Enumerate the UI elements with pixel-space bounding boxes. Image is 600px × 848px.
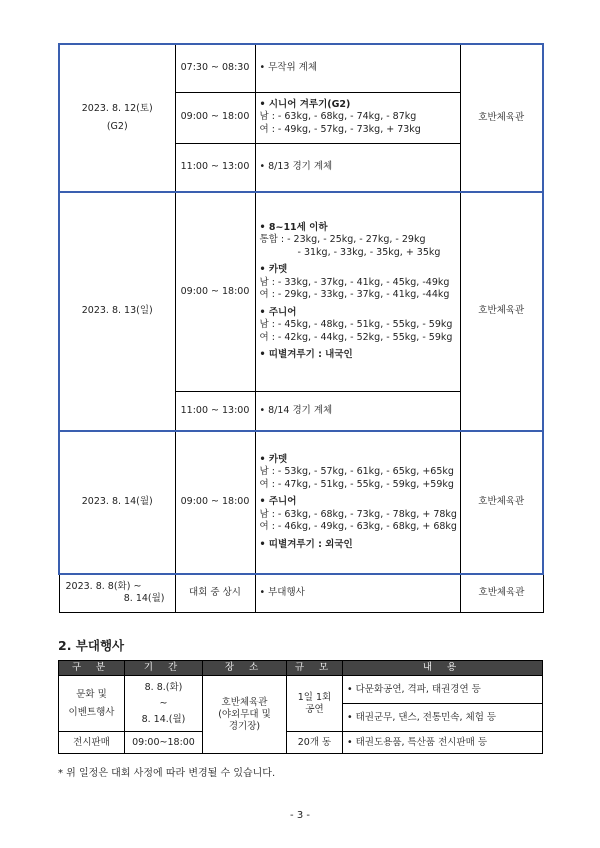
table-row [59, 732, 543, 754]
category-text: 문화 및 [76, 688, 107, 700]
weight-line: 남 : - 63kg, - 68kg, - 73kg, - 78kg, + 78kg [259, 508, 457, 520]
schedule-table [58, 43, 544, 613]
place-text: (야외무대 및 [218, 708, 271, 720]
weight-line: 남 : - 63kg, - 68kg, - 74kg, - 87kg [259, 111, 417, 123]
weight-line: 남 : - 53kg, - 57kg, - 61kg, - 65kg, +65kg [259, 466, 454, 478]
table-header-row [59, 661, 543, 676]
column-header: 구 분 [59, 661, 125, 676]
weight-line: 여 : - 29kg, - 33kg, - 37kg, - 41kg, -44kg [259, 289, 450, 301]
table-row [59, 44, 543, 92]
event-heading: • 띠별겨루기 : 내국인 [259, 349, 353, 361]
grade-tag: (G2) [106, 121, 128, 132]
period-text: ~ [159, 697, 168, 709]
table-row [59, 574, 543, 612]
table-row [59, 676, 543, 704]
event-heading: • 카뎃 [259, 264, 288, 276]
time-cell: 11:00 ~ 13:00 [175, 391, 255, 431]
weight-line: 통합 : - 23kg, - 25kg, - 27kg, - 29kg [259, 234, 426, 246]
date-cell: 2023. 8. 14(월) [59, 431, 175, 574]
period-text: 8. 8.(화) [144, 681, 183, 693]
date-cell [59, 44, 175, 192]
column-header: 기 간 [125, 661, 203, 676]
venue-cell: 호반체육관 [460, 574, 543, 612]
weight-line: 여 : - 46kg, - 49kg, - 63kg, - 68kg, + 68kg [259, 521, 457, 533]
weight-line: 남 : - 45kg, - 48kg, - 51kg, - 55kg, - 59kg [259, 319, 453, 331]
content-cell: • 태권도용품, 특산품 전시판매 등 [343, 732, 543, 754]
weight-line: 여 : - 47kg, - 51kg, - 55kg, - 59kg, +59kg [259, 478, 454, 490]
period-text: 8. 14.(월) [141, 713, 186, 725]
column-header: 규 모 [287, 661, 343, 676]
venue-cell: 호반체육관 [460, 431, 543, 574]
category-cell [59, 676, 125, 732]
column-header: 장 소 [203, 661, 287, 676]
column-header: 내 용 [343, 661, 543, 676]
event-heading: • 주니어 [259, 496, 297, 508]
period-cell: 09:00~18:00 [125, 732, 203, 754]
time-cell: 09:00 ~ 18:00 [175, 192, 255, 391]
event-heading: • 8~11세 이하 [259, 221, 328, 233]
footnote: * 위 일정은 대회 사정에 따라 변경될 수 있습니다. [58, 768, 276, 779]
event-heading: • 주니어 [259, 306, 297, 318]
venue-cell: 호반체육관 [460, 44, 543, 192]
weight-line: - 31kg, - 33kg, - 35kg, + 35kg [297, 246, 441, 258]
time-cell: 09:00 ~ 18:00 [175, 92, 255, 143]
date-text: 2023. 8. 12(토) [81, 102, 153, 114]
event-cell [255, 192, 460, 391]
table-row [59, 192, 543, 391]
weight-line: 여 : - 42kg, - 44kg, - 52kg, - 55kg, - 59kg [259, 331, 453, 343]
event-cell: • 무작위 계체 [255, 44, 460, 92]
scale-cell: 20개 동 [287, 732, 343, 754]
venue-cell: 호반체육관 [460, 192, 543, 431]
scale-cell [287, 676, 343, 732]
date-cell: 2023. 8. 13(일) [59, 192, 175, 431]
event-cell: • 8/14 경기 계체 [255, 391, 460, 431]
scale-text: 1일 1회 [297, 691, 332, 703]
table-row [59, 431, 543, 574]
time-cell: 11:00 ~ 13:00 [175, 143, 255, 192]
period-cell [125, 676, 203, 732]
date-text: 8. 14(월) [123, 593, 165, 605]
time-cell: 09:00 ~ 18:00 [175, 431, 255, 574]
section-title: 2. 부대행사 [58, 638, 125, 653]
event-heading: • 시니어 겨루기(G2) [259, 98, 351, 110]
weight-line: 남 : - 33kg, - 37kg, - 41kg, - 45kg, -49kg [259, 276, 450, 288]
place-cell [203, 676, 287, 754]
category-cell: 전시판매 [59, 732, 125, 754]
place-text: 호반체육관 [221, 696, 268, 708]
event-cell [255, 431, 460, 574]
place-text: 경기장) [228, 720, 261, 732]
event-heading: • 카뎃 [259, 453, 288, 465]
event-cell: • 8/13 경기 계체 [255, 143, 460, 192]
side-events-table [58, 660, 543, 754]
date-cell [59, 574, 175, 612]
event-heading: • 띠별겨루기 : 외국인 [259, 538, 353, 550]
category-text: 이벤트행사 [68, 706, 115, 718]
time-cell: 07:30 ~ 08:30 [175, 44, 255, 92]
scale-text: 공연 [305, 703, 324, 715]
date-text: 2023. 8. 8(화) ~ [65, 580, 142, 592]
event-cell: • 부대행사 [255, 574, 460, 612]
content-cell: • 다문화공연, 격파, 태권경연 등 [343, 676, 543, 704]
page-number: - 3 - [290, 810, 310, 821]
content-cell: • 태권군무, 댄스, 전통민속, 체험 등 [343, 704, 543, 732]
time-cell: 대회 중 상시 [175, 574, 255, 612]
event-cell [255, 92, 460, 143]
weight-line: 여 : - 49kg, - 57kg, - 73kg, + 73kg [259, 123, 421, 135]
